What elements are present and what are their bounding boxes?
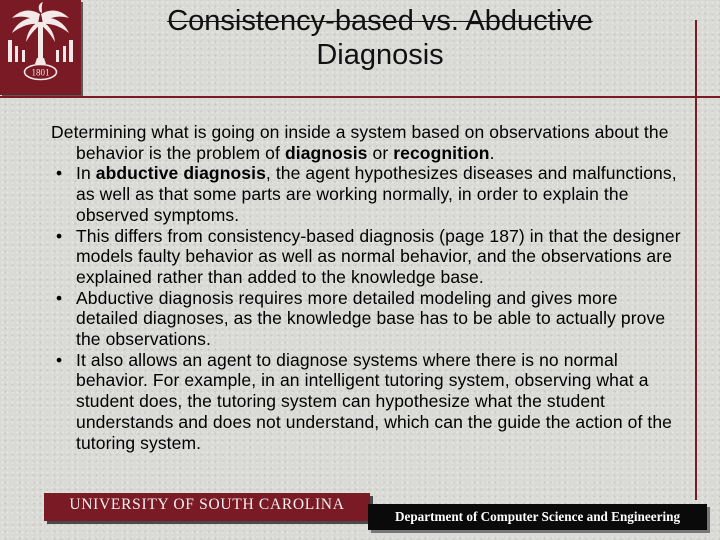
university-logo xyxy=(0,0,81,95)
slide-title-line1: Consistency-based vs. Abductive xyxy=(167,5,593,37)
slide-title xyxy=(100,4,660,72)
bullet-item: • This differs from consistency-based diagnosis (page 187) in that the designer models faulty behavior as well as normal behavior, and the observations are explained rather than added to the knowledge base. xyxy=(51,226,681,288)
university-name-banner: UNIVERSITY OF SOUTH CAROLINA xyxy=(44,493,370,521)
intro-paragraph xyxy=(51,122,681,163)
bullet1-rest: , the agent hypothesizes diseases and malfunctions, as well as that some parts are working normally, in order to explain the observed symptoms. xyxy=(76,163,677,225)
bullet-item: • It also allows an agent to diagnose systems where there is no normal behavior. For example, in an intelligent tutoring system, observing what a student does, the tutoring system can hypothesize what the student understands and does not understand, which can the guide the action of the tutoring system. xyxy=(51,350,681,454)
intro-period: . xyxy=(489,142,495,163)
seal-year: 1801 xyxy=(31,67,50,78)
bullet1-bold: abductive diagnosis xyxy=(95,163,266,184)
bullet-item xyxy=(51,163,681,225)
slide-body xyxy=(51,122,681,453)
intro-text: Determining what is going on inside a system based on observations about the behavior is the problem of xyxy=(51,122,669,163)
right-border-line xyxy=(695,20,697,500)
intro-connector: or xyxy=(367,142,394,163)
intro-bold-recognition: recognition xyxy=(393,142,490,163)
slide-title-line2: Diagnosis xyxy=(316,39,444,71)
bullet1-text: In xyxy=(76,163,96,184)
header-divider xyxy=(0,96,720,98)
bullet-item: • Abductive diagnosis requires more detailed modeling and gives more detailed diagnoses, as the knowledge base has to be able to actually prove the observations. xyxy=(51,288,681,350)
intro-bold-diagnosis: diagnosis xyxy=(284,142,368,163)
bullet-list xyxy=(51,163,681,453)
palmetto-tree-seal-icon xyxy=(0,0,81,95)
department-name-banner: Department of Computer Science and Engineering xyxy=(368,504,707,530)
